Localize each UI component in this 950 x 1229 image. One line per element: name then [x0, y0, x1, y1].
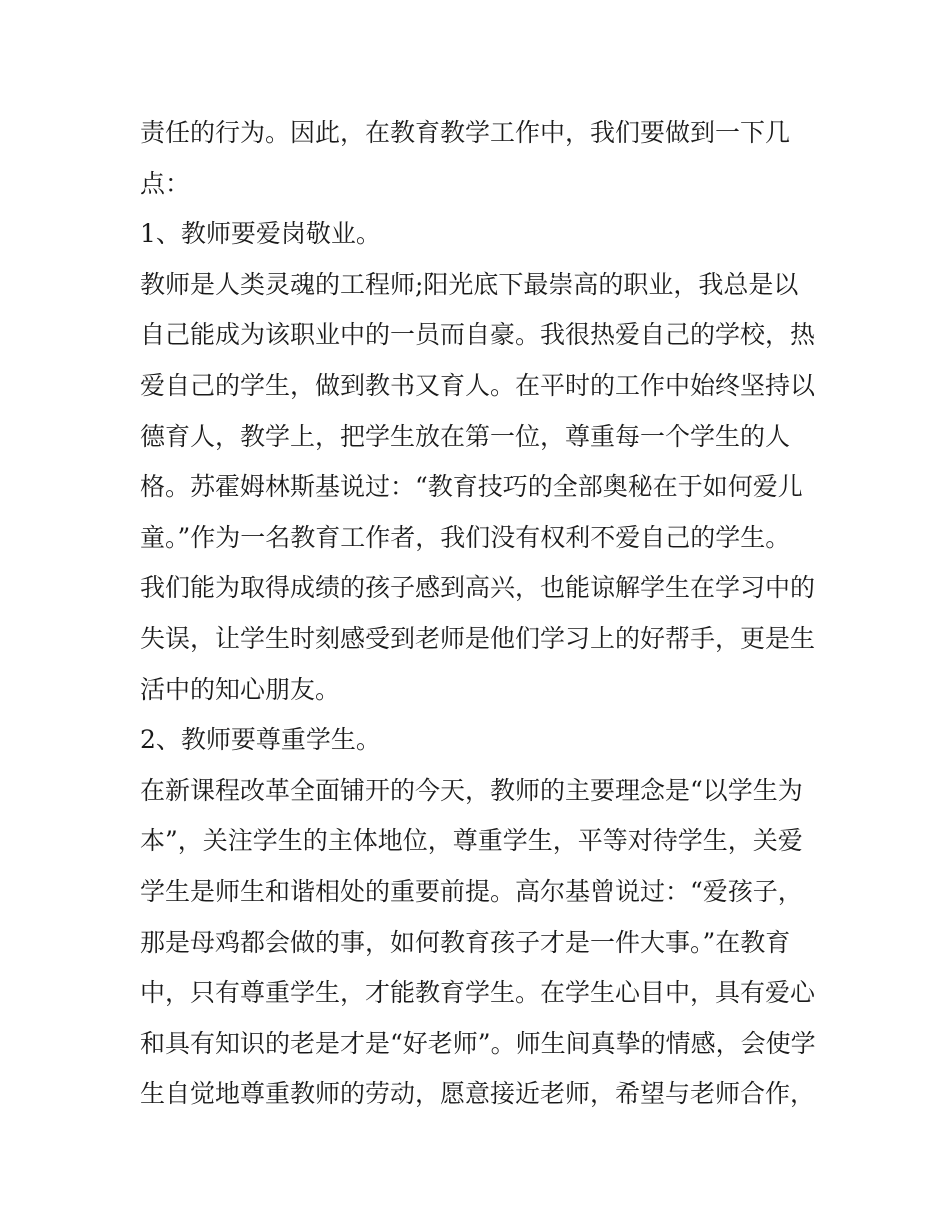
- text-line: 本”，关注学生的主体地位，尊重学生，平等对待学生，关爱: [140, 826, 803, 856]
- text-line: 中，只有尊重学生，才能教育学生。在学生心目中，具有爱心: [140, 978, 816, 1008]
- text-line: 失误，让学生时刻感受到老师是他们学习上的好帮手，更是生: [140, 623, 816, 653]
- text-line: 生自觉地尊重教师的劳动，愿意接近老师，希望与老师合作，: [140, 1079, 816, 1109]
- text-line: 爱自己的学生，做到教书又育人。在平时的工作中始终坚持以: [140, 370, 816, 400]
- text-line: 学生是师生和谐相处的重要前提。高尔基曾说过：“爱孩子，: [140, 876, 803, 906]
- text-line: 格。苏霍姆林斯基说过：“教育技巧的全部奥秘在于如何爱儿: [140, 472, 803, 502]
- text-line: 点：: [140, 168, 191, 198]
- text-line: 我们能为取得成绩的孩子感到高兴，也能谅解学生在学习中的: [140, 573, 816, 603]
- text-line: 和具有知识的老是才是“好老师”。师生间真挚的情感，会使学: [140, 1028, 816, 1058]
- text-line: 教师是人类灵魂的工程师;阳光底下最崇高的职业，我总是以: [140, 269, 799, 299]
- text-line: 自己能成为该职业中的一员而自豪。我很热爱自己的学校，热: [140, 320, 816, 350]
- text-line: 责任的行为。因此，在教育教学工作中，我们要做到一下几: [140, 118, 791, 147]
- text-line: 在新课程改革全面铺开的今天，教师的主要理念是“以学生为: [140, 775, 803, 805]
- document-body: [140, 108, 820, 1120]
- text-line: 童。”作为一名教育工作者，我们没有权利不爱自己的学生。: [140, 522, 791, 552]
- section-heading: 2、教师要尊重学生。: [140, 725, 381, 755]
- section-heading: 1、教师要爱岗敬业。: [140, 219, 381, 249]
- text-line: 那是母鸡都会做的事，如何教育孩子才是一件大事。”在教育: [140, 927, 791, 957]
- text-line: 活中的知心朋友。: [140, 674, 341, 704]
- text-line: 德育人，教学上，把学生放在第一位，尊重每一个学生的人: [140, 421, 791, 451]
